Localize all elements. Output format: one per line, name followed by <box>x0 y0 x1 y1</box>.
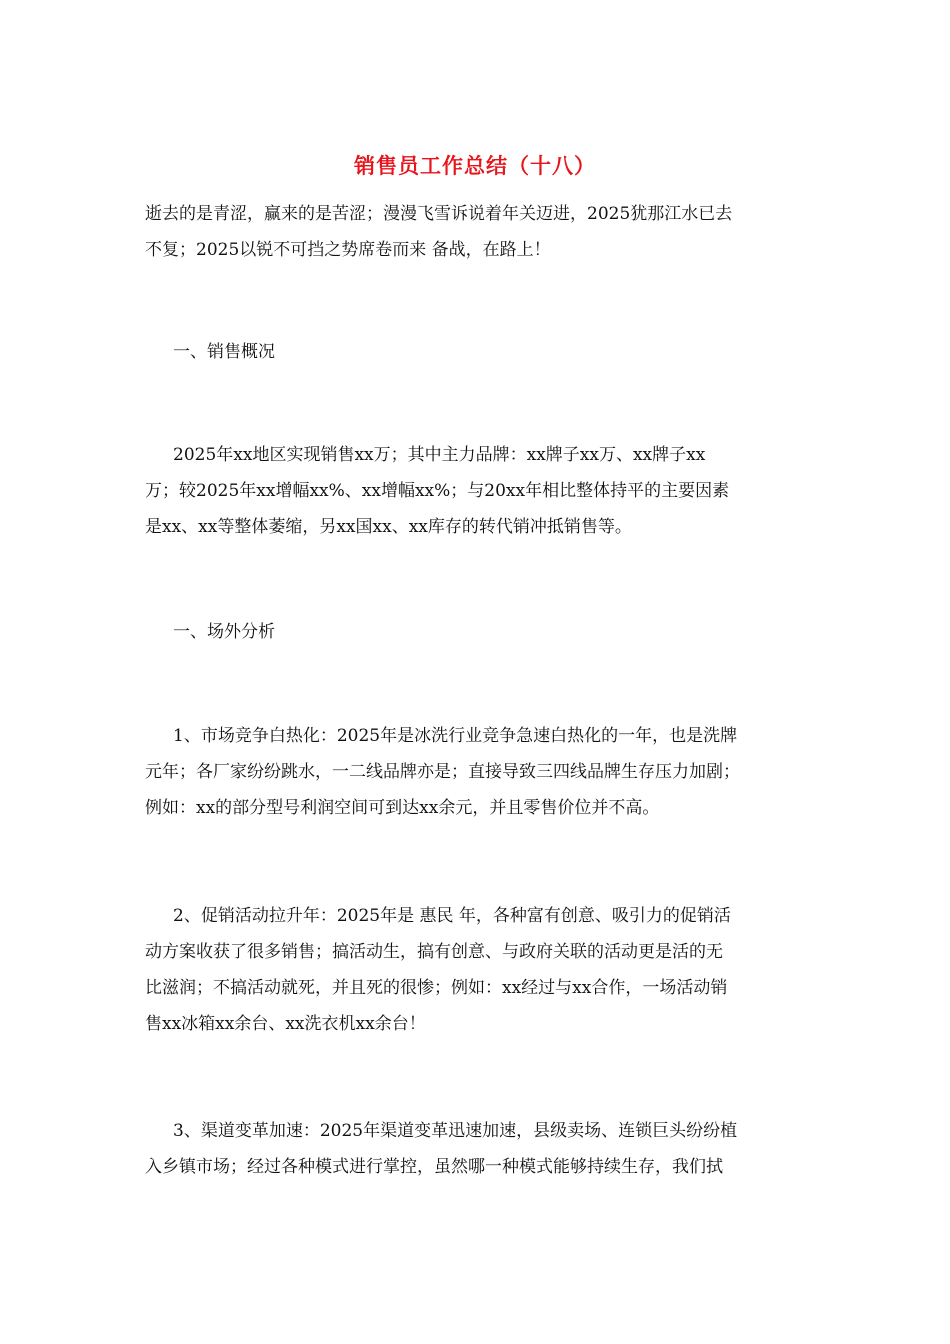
paragraph-line: 例如：xx的部分型号利润空间可到达xx余元，并且零售价位并不高。 <box>145 798 660 818</box>
heading-text: 一、场外分析 <box>173 622 275 642</box>
paragraph-line: 售xx冰箱xx余台、xx洗衣机xx余台！ <box>145 1014 426 1034</box>
paragraph-line: 比滋润；不搞活动就死，并且死的很惨；例如：xx经过与xx合作，一场活动销 <box>145 978 728 998</box>
section-heading-sales <box>145 334 810 370</box>
paragraph-line: 元年；各厂家纷纷跳水，一二线品牌亦是；直接导致三四线品牌生存压力加剧； <box>145 762 740 782</box>
intro-line: 逝去的是青涩，赢来的是苦涩；漫漫飞雪诉说着年关迈进，2025犹那江水已去 <box>145 204 733 224</box>
intro-line: 不复；2025以锐不可挡之势席卷而来 备战，在路上！ <box>145 240 551 260</box>
paragraph-line: 1、市场竞争白热化：2025年是冰洗行业竞争急速白热化的一年，也是洗牌 <box>173 726 738 746</box>
paragraph-line: 是xx、xx等整体萎缩，另xx国xx、xx库存的转代销冲抵销售等。 <box>145 517 632 537</box>
paragraph-line: 万；较2025年xx增幅xx%、xx增幅xx%；与20xx年相比整体持平的主要因素 <box>145 481 730 501</box>
analysis-item-1 <box>145 718 810 826</box>
document-title: 销售员工作总结（十八） <box>354 153 596 178</box>
sales-paragraph <box>145 437 810 545</box>
analysis-item-3 <box>145 1113 810 1185</box>
paragraph-line: 入乡镇市场；经过各种模式进行掌控，虽然哪一种模式能够持续生存，我们拭 <box>145 1157 723 1177</box>
paragraph-line: 动方案收获了很多销售；搞活动生，搞有创意、与政府关联的活动更是活的无 <box>145 942 723 962</box>
analysis-item-2 <box>145 898 810 1042</box>
intro-paragraph <box>145 196 810 268</box>
paragraph-line: 2025年xx地区实现销售xx万；其中主力品牌：xx牌子xx万、xx牌子xx <box>173 445 706 465</box>
heading-text: 一、销售概况 <box>173 342 275 362</box>
paragraph-line: 3、渠道变革加速：2025年渠道变革迅速加速，县级卖场、连锁巨头纷纷植 <box>173 1121 738 1141</box>
paragraph-line: 2、促销活动拉升年：2025年是 惠民 年，各种富有创意、吸引力的促销活 <box>173 906 731 926</box>
section-heading-analysis <box>145 614 810 650</box>
